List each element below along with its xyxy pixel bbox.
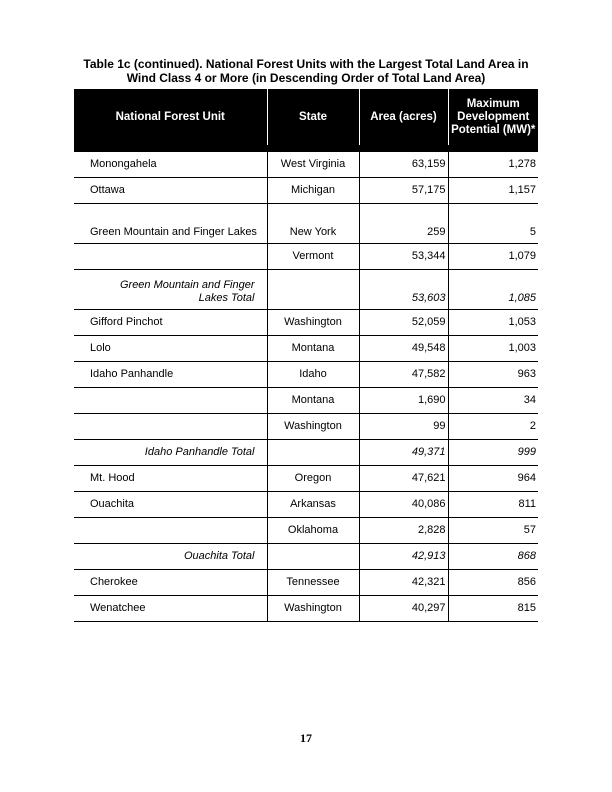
unit-cell [74, 244, 267, 270]
potential-cell: 57 [448, 518, 538, 544]
area-cell: 40,086 [359, 492, 448, 518]
area-cell: 99 [359, 414, 448, 440]
table-row [74, 178, 538, 204]
caption-line-1: Table 1c (continued). National Forest Units with the Largest Total Land Area in [83, 57, 529, 71]
area-cell: 49,371 [359, 440, 448, 466]
area-cell: 53,603 [359, 270, 448, 310]
state-cell: Oklahoma [267, 518, 359, 544]
caption-line-2: Wind Class 4 or More (in Descending Order of Total Land Area) [126, 71, 486, 85]
table-row [74, 492, 538, 518]
unit-cell: Mt. Hood [74, 466, 267, 492]
unit-cell: Ottawa [74, 178, 267, 204]
table-row [74, 570, 538, 596]
area-cell: 49,548 [359, 336, 448, 362]
area-cell: 57,175 [359, 178, 448, 204]
potential-cell: 2 [448, 414, 538, 440]
unit-cell: Ouachita [74, 492, 267, 518]
header-state: State [267, 89, 359, 149]
table-row-total [74, 270, 538, 310]
area-cell: 47,621 [359, 466, 448, 492]
forest-units-table [74, 89, 538, 622]
state-cell: Idaho [267, 362, 359, 388]
potential-cell: 856 [448, 570, 538, 596]
area-cell: 40,297 [359, 596, 448, 622]
potential-cell: 5 [448, 204, 538, 244]
state-cell: Oregon [267, 466, 359, 492]
unit-cell [74, 388, 267, 414]
header-row [74, 89, 538, 149]
area-cell: 2,828 [359, 518, 448, 544]
table-row [74, 596, 538, 622]
state-cell: Washington [267, 310, 359, 336]
unit-cell: Cherokee [74, 570, 267, 596]
state-cell: Arkansas [267, 492, 359, 518]
header-potential [448, 89, 538, 149]
potential-cell: 1,085 [448, 270, 538, 310]
table-row [74, 310, 538, 336]
header-potential-line-1: Maximum [466, 97, 520, 110]
area-cell: 1,690 [359, 388, 448, 414]
area-cell: 42,913 [359, 544, 448, 570]
unit-cell: Idaho Panhandle Total [74, 440, 267, 466]
state-cell [267, 270, 359, 310]
area-cell: 53,344 [359, 244, 448, 270]
potential-cell: 963 [448, 362, 538, 388]
potential-cell: 868 [448, 544, 538, 570]
state-cell: Tennessee [267, 570, 359, 596]
state-cell: Michigan [267, 178, 359, 204]
area-cell: 52,059 [359, 310, 448, 336]
table-row-total [74, 544, 538, 570]
potential-cell: 811 [448, 492, 538, 518]
table-row [74, 362, 538, 388]
header-unit: National Forest Unit [74, 89, 267, 149]
table-row-total [74, 440, 538, 466]
state-cell: West Virginia [267, 149, 359, 178]
page-number: 17 [300, 731, 312, 745]
area-cell: 47,582 [359, 362, 448, 388]
table-row [74, 149, 538, 178]
potential-cell: 1,079 [448, 244, 538, 270]
unit-cell: Monongahela [74, 149, 267, 178]
area-cell: 42,321 [359, 570, 448, 596]
header-area: Area (acres) [359, 89, 448, 149]
table-row [74, 336, 538, 362]
potential-cell: 815 [448, 596, 538, 622]
table-row [74, 244, 538, 270]
unit-cell: Wenatchee [74, 596, 267, 622]
table-caption [70, 57, 542, 85]
area-cell: 259 [359, 204, 448, 244]
state-cell: Montana [267, 336, 359, 362]
state-cell: Washington [267, 414, 359, 440]
potential-cell: 1,003 [448, 336, 538, 362]
header-potential-line-2: Development [457, 110, 530, 123]
unit-cell [74, 518, 267, 544]
table-row [74, 466, 538, 492]
area-cell: 63,159 [359, 149, 448, 178]
state-cell [267, 544, 359, 570]
unit-cell: Green Mountain and Finger Lakes [74, 204, 267, 244]
unit-cell: Idaho Panhandle [74, 362, 267, 388]
potential-cell: 1,278 [448, 149, 538, 178]
header-potential-line-3: Potential (MW)* [451, 123, 536, 136]
potential-cell: 34 [448, 388, 538, 414]
state-cell: Montana [267, 388, 359, 414]
unit-cell: Lolo [74, 336, 267, 362]
unit-cell [74, 414, 267, 440]
table-row [74, 518, 538, 544]
unit-cell: Gifford Pinchot [74, 310, 267, 336]
potential-cell: 1,157 [448, 178, 538, 204]
table-row [74, 388, 538, 414]
table-row [74, 204, 538, 244]
table-row [74, 414, 538, 440]
potential-cell: 999 [448, 440, 538, 466]
potential-cell: 1,053 [448, 310, 538, 336]
unit-cell: Ouachita Total [74, 544, 267, 570]
state-cell: Vermont [267, 244, 359, 270]
state-cell [267, 440, 359, 466]
potential-cell: 964 [448, 466, 538, 492]
state-cell: Washington [267, 596, 359, 622]
state-cell: New York [267, 204, 359, 244]
unit-cell: Green Mountain and Finger Lakes Total [74, 270, 267, 310]
